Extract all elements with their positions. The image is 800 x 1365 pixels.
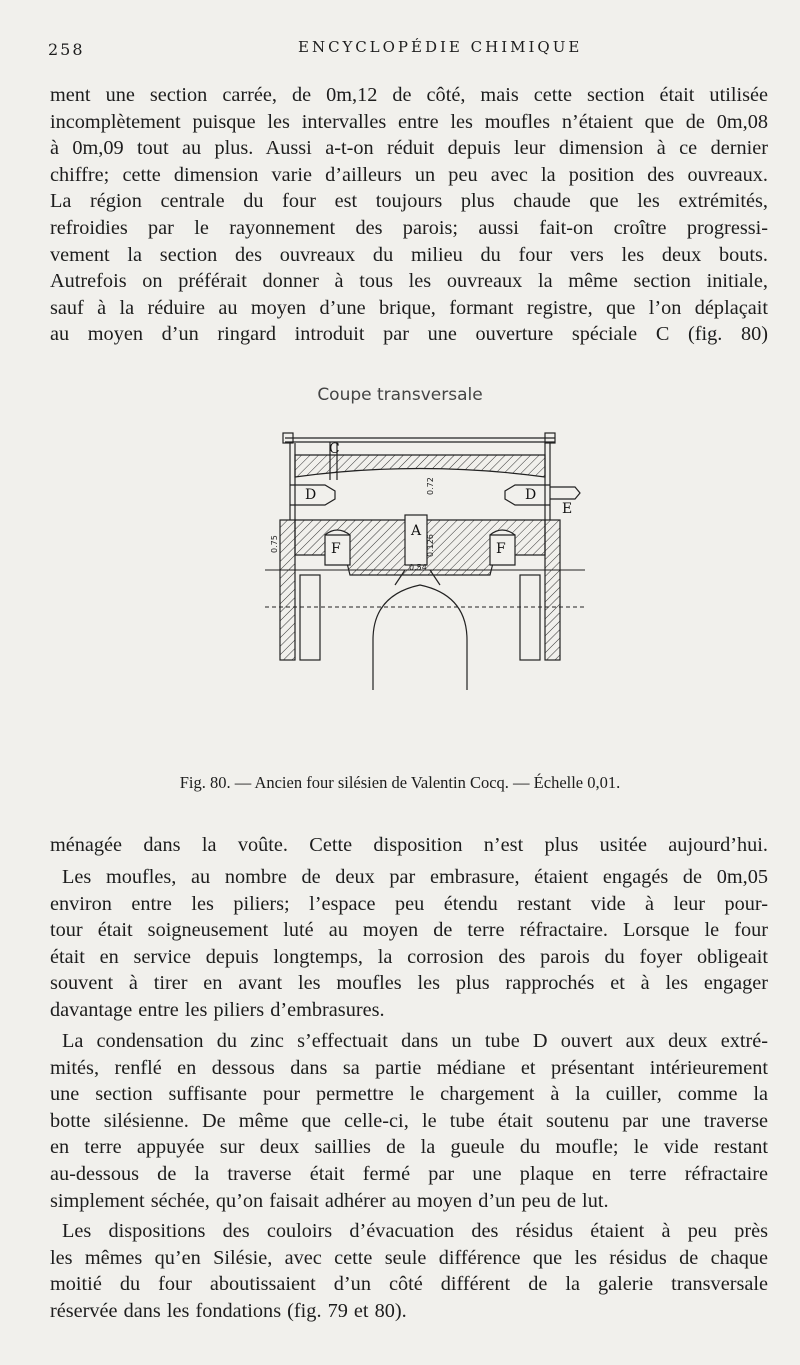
text-line: vement la section des ouvreaux du milieu du four vers les deux bouts. bbox=[50, 243, 768, 266]
text-line: une section suffisante pour permettre le chargement à la cuiller, comme la bbox=[50, 1083, 768, 1106]
right-lower-wall bbox=[545, 520, 560, 660]
text-line: les mêmes qu’en Silésie, avec cette seule différence que les résidus de chaque bbox=[50, 1246, 768, 1269]
dim-054: 0.54 bbox=[409, 563, 427, 572]
vault-arch bbox=[295, 455, 545, 477]
text-line: Autrefois on préférait donner à tous les ouvreaux la même section initiale, bbox=[50, 270, 768, 293]
paragraph-top bbox=[50, 82, 768, 348]
left-inner-pillar bbox=[300, 575, 320, 660]
dim-072: 0.72 bbox=[426, 477, 435, 495]
page-number: 258 bbox=[48, 40, 85, 59]
furnace-cross-section-figure bbox=[255, 425, 595, 690]
text-line: au moyen d’un ringard introduit par une ouverture spéciale C (fig. 80) bbox=[50, 323, 768, 346]
text-line: Les dispositions des couloirs d’évacuation des résidus étaient à peu près bbox=[62, 1220, 768, 1242]
text-line: souvent à tirer en avant les moufles les plus rapprochés et à les engager bbox=[50, 972, 768, 995]
text-line: La condensation du zinc s’effectuait dans un tube D ouvert aux deux extré- bbox=[62, 1030, 768, 1052]
right-inner-pillar bbox=[520, 575, 540, 660]
left-lower-wall bbox=[280, 520, 295, 660]
text-line: moitié du four aboutissaient d’un côté différent de la galerie transversale bbox=[50, 1273, 768, 1296]
figure-title: Coupe transversale bbox=[317, 385, 483, 405]
text-line: était en service depuis longtemps, la corrosion des parois du foyer obligeait bbox=[50, 945, 768, 968]
running-title: ENCYCLOPÉDIE CHIMIQUE bbox=[298, 38, 583, 56]
text-line: chiffre; cette dimension varie d’ailleurs un peu avec la position des ouvreaux. bbox=[50, 163, 768, 186]
page-header bbox=[48, 38, 768, 64]
label-d-left: D bbox=[305, 487, 317, 503]
dim-0126: 0.126 bbox=[426, 534, 435, 557]
text-line: environ entre les piliers; l’espace peu étendu restant vide à leur pour- bbox=[50, 892, 768, 915]
text-line: incomplètement puisque les intervalles entre les moufles n’étaient que de 0m,08 bbox=[50, 110, 768, 133]
furnace-drawing bbox=[255, 425, 595, 690]
label-e: E bbox=[562, 501, 573, 517]
text-line: tour était soigneusement luté au moyen de terre réfractaire. Lorsque le four bbox=[50, 919, 768, 942]
paragraph-condensation bbox=[50, 1028, 768, 1214]
paragraph-continuation bbox=[50, 832, 768, 859]
label-c: C bbox=[329, 441, 340, 457]
text-line: Les moufles, au nombre de deux par embrasure, étaient engagés de 0m,05 bbox=[62, 866, 768, 888]
label-f-right: F bbox=[496, 541, 506, 557]
paragraph-residus bbox=[50, 1218, 768, 1324]
text-line: réservée dans les fondations (fig. 79 et 80). bbox=[50, 1299, 407, 1322]
text-line: simplement séchée, qu’on faisait adhérer au moyen d’un peu de lut. bbox=[50, 1189, 609, 1212]
text-line: sauf à la réduire au moyen d’une brique, formant registre, que l’on déplaçait bbox=[50, 296, 768, 319]
label-a: A bbox=[411, 523, 422, 539]
dim-075: 0.75 bbox=[270, 535, 279, 553]
label-d-right: D bbox=[525, 487, 537, 503]
figure-caption: Fig. 80. — Ancien four silésien de Valentin Cocq. — Échelle 0,01. bbox=[179, 773, 621, 792]
ash-pit-arch bbox=[373, 585, 467, 690]
text-line: La région centrale du four est toujours plus chaude que les extrémités, bbox=[50, 190, 768, 213]
paragraph-moufles bbox=[50, 864, 768, 1024]
text-line: botte silésienne. De même que celle-ci, le tube était soutenu par une traverse bbox=[50, 1109, 768, 1132]
label-f-left: F bbox=[331, 541, 341, 557]
text-line: au-dessous de la traverse était fermé par une plaque en terre réfractaire bbox=[50, 1162, 768, 1185]
text-line: davantage entre les piliers d’embrasures. bbox=[50, 998, 385, 1021]
right-nozzle bbox=[550, 487, 580, 499]
text-line: ménagée dans la voûte. Cette disposition n’est plus usitée aujourd’hui. bbox=[50, 834, 768, 856]
text-line: mités, renflé en dessous dans sa partie médiane et présentant intérieurement bbox=[50, 1056, 768, 1079]
text-line: à 0m,09 tout au plus. Aussi a-t-on réduit depuis leur dimension à ce dernier bbox=[50, 137, 768, 160]
text-line: ment une section carrée, de 0m,12 de côté, mais cette section était utilisée bbox=[50, 84, 768, 106]
text-line: refroidies par le rayonnement des parois; aussi fait-on croître progressi- bbox=[50, 216, 768, 239]
text-line: en terre appuyée sur deux saillies de la gueule du moufle; le vide restant bbox=[50, 1136, 768, 1159]
